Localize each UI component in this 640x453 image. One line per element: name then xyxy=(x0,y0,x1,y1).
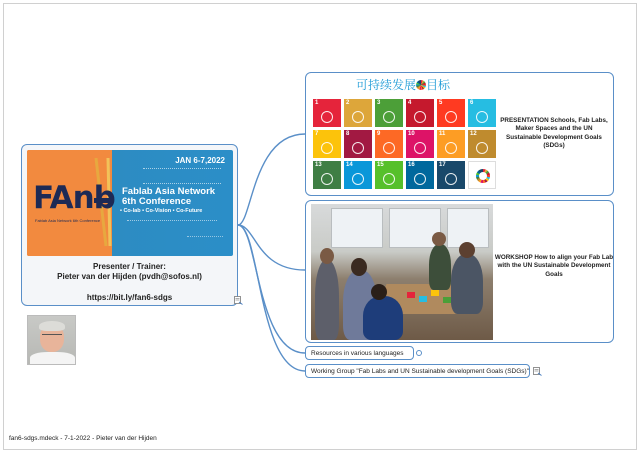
presenter-name: Pieter van der Hijden (pvdh@sofos.nl) xyxy=(57,272,202,281)
sdg-goal-icon xyxy=(414,173,426,185)
sdg-tile-number: 10 xyxy=(408,131,415,137)
banner-fine-print xyxy=(143,168,221,184)
banner-fine-print-2 xyxy=(127,220,217,233)
sdg-tile-number: 11 xyxy=(439,131,446,137)
sdg-tile-13 xyxy=(313,161,341,189)
workshop-text: WORKSHOP How to align your Fab Lab with the UN Sustainable Development Goals xyxy=(494,254,614,278)
sdg-tile-number: 7 xyxy=(315,131,319,137)
sdg-tile-1 xyxy=(313,99,341,127)
presenter-label: Presenter / Trainer: xyxy=(93,262,166,271)
link-url[interactable]: https://bit.ly/fan6-sdgs xyxy=(86,293,173,302)
sdg-tile-number: 6 xyxy=(470,100,474,106)
sdg-goal-icon xyxy=(321,111,333,123)
sdg-tile-number: 8 xyxy=(346,131,350,137)
banner-title-line2: 6th Conference xyxy=(122,196,192,207)
workshop-photo xyxy=(311,204,493,340)
sdg-tile-number: 3 xyxy=(377,100,381,106)
sdg-goal-icon xyxy=(414,142,426,154)
sdg-tile-8 xyxy=(344,130,372,158)
banner-date: JAN 6-7,2022 xyxy=(175,156,225,165)
expand-icon[interactable] xyxy=(416,350,422,356)
sdg-tile-9 xyxy=(375,130,403,158)
sdg-tile-number: 1 xyxy=(315,100,319,106)
sdg-tile-number: 16 xyxy=(408,162,415,168)
sdg-goal-icon xyxy=(352,142,364,154)
sdg-goal-icon xyxy=(445,111,457,123)
working-group-node[interactable]: Working Group "Fab Labs and UN Sustainable development Goals (SDGs)" xyxy=(305,364,530,378)
sdg-goal-icon xyxy=(383,111,395,123)
root-node[interactable] xyxy=(21,144,238,306)
banner-tagline: • Co-lab • Co-Vision • Co-Future xyxy=(120,208,203,214)
sdg-tile-11 xyxy=(437,130,465,158)
sdg-tile-16 xyxy=(406,161,434,189)
banner-title-line1: Fablab Asia Network xyxy=(122,186,216,197)
sdg-tile-number: 17 xyxy=(439,162,446,168)
conference-banner xyxy=(27,150,233,256)
presentation-text: PRESENTATION Schools, Fab Labs, Maker Spaces and the UN Sustainable Development Goals (SDGs) xyxy=(500,117,608,149)
sdg-tile-2 xyxy=(344,99,372,127)
sdg-tile-17 xyxy=(437,161,465,189)
sdg-tile-number: 2 xyxy=(346,100,350,106)
note-icon[interactable] xyxy=(533,367,542,376)
banner-logo: FAnb xyxy=(33,180,115,216)
sdg-goal-icon xyxy=(445,142,457,154)
sdg-wheel-icon xyxy=(416,80,426,90)
sdg-goal-icon xyxy=(321,142,333,154)
presenter-photo xyxy=(27,315,76,365)
sdg-tile-number: 4 xyxy=(408,100,412,106)
sdg-tile-12 xyxy=(468,130,496,158)
sdg-logo-icon xyxy=(468,161,496,189)
sdg-tile-4 xyxy=(406,99,434,127)
sdg-goal-icon xyxy=(445,173,457,185)
sdg-tile-6 xyxy=(468,99,496,127)
sdg-tile-15 xyxy=(375,161,403,189)
sdg-goal-icon xyxy=(321,173,333,185)
sdg-tile-number: 5 xyxy=(439,100,443,106)
sdg-tile-number: 15 xyxy=(377,162,384,168)
sdg-goal-icon xyxy=(352,111,364,123)
sdg-tile-number: 9 xyxy=(377,131,381,137)
presentation-node[interactable] xyxy=(305,72,614,196)
footer-text: fan6-sdgs.mdeck - 7-1-2022 - Pieter van der Hijden xyxy=(9,435,157,442)
sdg-tile-3 xyxy=(375,99,403,127)
resources-node[interactable]: Resources in various languages xyxy=(305,346,414,360)
sdg-tile-10 xyxy=(406,130,434,158)
sdg-tile-number: 13 xyxy=(315,162,322,168)
sdg-title-text: 可持续发展 xyxy=(356,78,417,92)
sdg-title xyxy=(356,76,450,93)
sdg-tile-grid xyxy=(313,99,501,192)
note-icon[interactable] xyxy=(234,296,243,305)
sdg-tile-number: 14 xyxy=(346,162,353,168)
banner-sponsor-logos xyxy=(187,236,223,247)
sdg-goal-icon xyxy=(383,173,395,185)
sdg-goal-icon xyxy=(476,142,488,154)
banner-logo-subtitle: Fablab Asia Network 6th Conference xyxy=(35,218,101,223)
sdg-title-suffix: 目标 xyxy=(426,78,451,92)
sdg-tile-7 xyxy=(313,130,341,158)
sdg-tile-number: 12 xyxy=(470,131,477,137)
sdg-goal-icon xyxy=(414,111,426,123)
workshop-node[interactable] xyxy=(305,200,614,343)
sdg-tile-5 xyxy=(437,99,465,127)
sdg-goal-icon xyxy=(476,111,488,123)
sdg-tile-14 xyxy=(344,161,372,189)
sdg-goal-icon xyxy=(383,142,395,154)
sdg-goal-icon xyxy=(352,173,364,185)
